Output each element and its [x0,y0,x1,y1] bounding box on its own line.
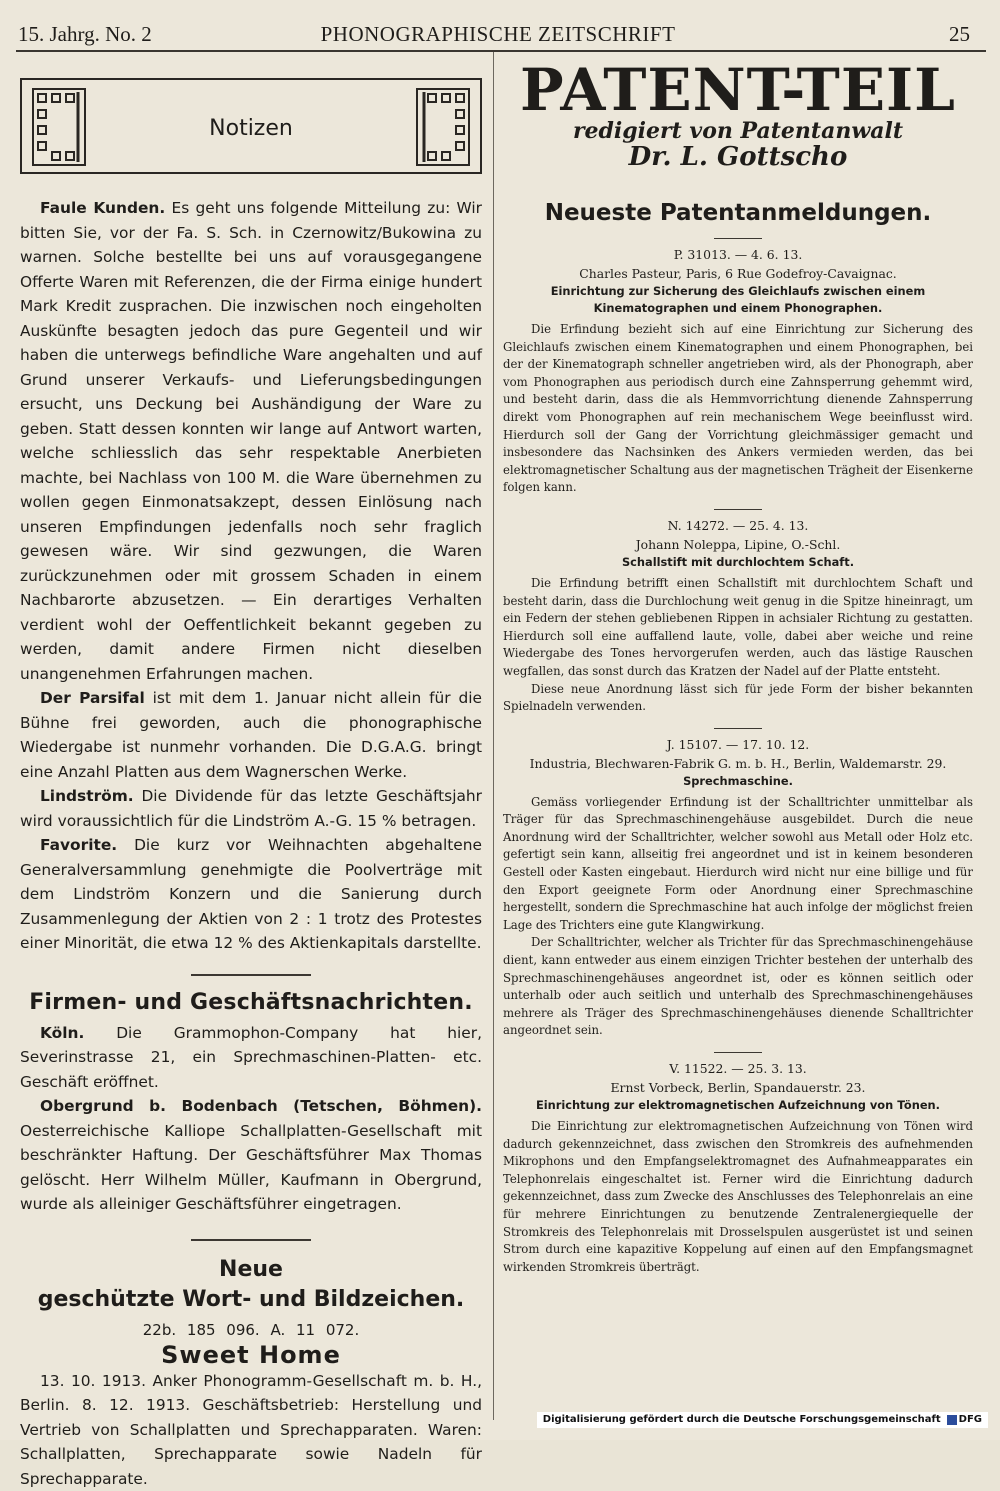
note-text: Es geht uns folgende Mitteilung zu: Wir bitten Sie, vor der Fa. S. Sch. in Czernowitz/Bukowina zu warnen. Solche bestellte bei uns auf vorausgegangene Offerte Waren mit Referenzen, die der Firma einige hundert Mark Kredit zusprachen. Die inzwischen noch eingeholten Auskünfte besagten jedoch das pure Gegenteil und wir haben die unterwegs befindliche Ware angehalten und auf Grund unserer Verkaufs- und Lieferungsbedingungen ersucht, uns Deckung bei Aushändigung der Ware zu geben. Statt dessen konnten wir lange auf Antwort warten, welche schliesslich das sehr respektable Anerbieten machte, bei Nachlass von 100 M. die Ware übernehmen zu wollen gegen Einmonatsakzept, dessen Einlösung nach unseren Empfindungen jedenfalls noch sehr fraglich gewesen wäre. Wir sind gezwungen, die Waren zurückzunehmen oder mit grossem Schaden in einem Nachbarorte abzusetzen. — Ein derartiges Verhalten verdient wohl der Oeffentlichkeit bekannt gegeben zu werden, damit andere Firmen nicht dieselben unangenehmen Erfahrungen machen. [20,199,482,683]
patent-applicant: Charles Pasteur, Paris, 6 Rue Godefroy-Cavaignac. [503,264,973,283]
patent-number: N. 14272. — 25. 4. 13. [503,516,973,535]
trademark-text: 13. 10. 1913. Anker Phonogramm-Gesellschaft m. b. H., Berlin. 8. 12. 1913. Geschäftsbetrieb: Herstellung und Vertrieb von Schallplatten und Sprechapparaten. Waren: Schallplatten, Sprechapparate sowie Nadeln für Sprechapparate. [20,1369,482,1491]
note-lead: Faule Kunden. [40,199,165,217]
patent-entry [503,735,973,1040]
funding-text: Digitalisierung gefördert durch die Deutsche Forschungsgemeinschaft [543,1412,941,1428]
trademark-heading-2: geschützte Wort- und Bildzeichen. [20,1285,482,1315]
entry-rule [714,728,762,729]
note-text: Die kurz vor Weihnachten abgehaltene Generalversammlung genehmigte die Poolverträge mit dem Lindström Konzern und die Sanierung durch Zusammenlegung der Aktien von 2 : 1 trotz des Protestes einer Minorität, die etwa 12 % des Aktienkapitals darstellte. [20,836,482,952]
right-column [503,60,973,1276]
note-lead: Lindström. [40,787,134,805]
dfg-logo [947,1412,982,1428]
trademark-name: Sweet Home [20,1341,482,1369]
masthead-title: PATENT-TEIL [503,60,973,120]
issue-label: 15. Jahrg. No. 2 [18,22,152,47]
notizen-title: Notizen [22,116,480,141]
notizen-box [20,78,482,174]
firmen-paragraph [20,1021,482,1095]
patent-applicant: Johann Noleppa, Lipine, O.-Schl. [503,535,973,554]
trademark-number: 22b. 185 096. A. 11 072. [20,1321,482,1339]
patent-body: Die Einrichtung zur elektromagnetischen Aufzeichnung von Tönen wird dadurch gekennzeichnet, dass zwischen den Stromkreis des aufnehmenden Mikrophons und den Empfangselektromagnet des Aufnahmeapparates ein Telephonrelais eingeschaltet ist. Ferner wird die Einrichtung dadurch gekennzeichnet, dass zum Zwecke des Anschlusses des Telephonrelais an eine für mehrere Einrichtungen zu benutzende Zentralenergiequelle der Stromkreis des Telephonrelais mit Drosselspulen ausgerüstet ist und seinen Strom durch eine kapazitive Koppelung auf einen auf den Empfangsmagnet wirkenden Stromkreis überträgt. [503,1118,973,1276]
firmen-text: Oesterreichische Kalliope Schallplatten-Gesellschaft mit beschränkter Haftung. Der Geschäftsführer Max Thomas gelöscht. Herr Wilhelm Müller, Kaufmann in Obergrund, wurde als alleiniger Geschäftsführer eingetragen. [20,1122,482,1214]
section-divider [191,974,311,976]
patent-number: J. 15107. — 17. 10. 12. [503,735,973,754]
section-divider [191,1239,311,1241]
patent-body: Gemäss vorliegender Erfindung ist der Schalltrichter unmittelbar als Träger für das Sprechmaschinengehäuse ausgebildet. Durch die neue Anordnung wird der Schalltrichter, welcher sowohl aus Metall oder Holz etc. gefertigt sein kann, allseitig frei angeordnet und ist in keinem besonderen Gestell oder Kasten eingebaut. Hierdurch wird nicht nur eine billige und für den Export geeignete Form oder Anordnung einer Sprechmaschine hergestellt, sondern die Sprechmaschine hat auch infolge der möglichst freien Lage des Trichters eine gute Klangwirkung. [503,794,973,935]
note-paragraph [20,196,482,686]
ornament-right-icon [416,88,470,166]
patent-title: Einrichtung zur Sicherung des Gleichlaufs zwischen einem Kinematographen und einem Phonographen. [503,283,973,317]
entry-rule [714,1052,762,1053]
dfg-logo-text: DFG [959,1412,982,1428]
note-paragraph [20,784,482,833]
patent-number: V. 11522. — 25. 3. 13. [503,1059,973,1078]
patent-applicant: Ernst Vorbeck, Berlin, Spandauerstr. 23. [503,1078,973,1097]
patent-number: P. 31013. — 4. 6. 13. [503,245,973,264]
page-number: 25 [949,22,970,47]
patent-title: Schallstift mit durchlochtem Schaft. [503,554,973,571]
note-paragraph [20,686,482,784]
column-divider [493,52,494,1420]
patent-entry [503,516,973,716]
firmen-heading: Firmen- und Geschäftsnachrichten. [20,990,482,1015]
dfg-logo-icon [947,1415,957,1425]
patent-entry [503,245,973,497]
patent-body: Die Erfindung bezieht sich auf eine Einrichtung zur Sicherung des Gleichlaufs zwischen einem Kinematographen und einem Phonographen, bei der der Kinematograph schneller angetrieben wird, als der Phonograph, aber vom Phonographen aus periodisch durch eine Zahnsperrung gehemmt wird, und besteht darin, dass die als Hemmvorrichtung dienende Zahnsperrung direkt vom Phonographen auf rein mechanischem Wege beeinflusst wird. Hierdurch soll der Gang der Vorrichtung gleichmässiger gemacht und insbesondere das Nachsinken des Ankers vermieden werden, das bei elektromagnetischer Schaltung aus der magnetischen Trägheit der Eisenkerne folgen kann. [503,321,973,497]
note-paragraph [20,833,482,956]
patent-applicant: Industria, Blechwaren-Fabrik G. m. b. H., Berlin, Waldemarstr. 29. [503,754,973,773]
funding-footer [537,1412,988,1428]
note-lead: Der Parsifal [40,689,145,707]
patent-masthead [503,60,973,180]
masthead-editor-line: redigiert von Patentanwalt [503,118,973,144]
note-text: ist mit dem 1. Januar nicht allein für die Bühne frei geworden, auch die phonographische Wiedergabe ist nunmehr vorhanden. Die D.G.A.G. bringt eine Anzahl Platten aus dem Wagnerschen Werke. [20,689,482,781]
note-lead: Favorite. [40,836,117,854]
patent-entry [503,1059,973,1276]
patent-body: Diese neue Anordnung lässt sich für jede Form der bisher bekannten Spielnadeln verwenden. [503,681,973,716]
entry-rule [714,509,762,510]
firmen-lead: Köln. [40,1024,84,1042]
note-text: Die Dividende für das letzte Geschäftsjahr wird voraussichtlich für die Lindström A.-G. 15 % betragen. [20,787,482,830]
firmen-lead: Obergrund b. Bodenbach (Tetschen, Böhmen). [40,1097,482,1115]
header-rule [16,50,986,52]
running-header [18,22,970,48]
firmen-text: Die Grammophon-Company hat hier, Severinstrasse 21, ein Sprechmaschinen-Platten- etc. Geschäft eröffnet. [20,1024,482,1091]
journal-title: PHONOGRAPHISCHE ZEITSCHRIFT [318,22,678,47]
patent-title: Einrichtung zur elektromagnetischen Aufzeichnung von Tönen. [503,1097,973,1114]
trademark-heading-1: Neue [20,1255,482,1285]
left-column [20,78,482,1491]
patent-title: Sprechmaschine. [503,773,973,790]
entry-rule [714,238,762,239]
masthead-editor-name: Dr. L. Gottscho [503,142,973,172]
firmen-paragraph [20,1094,482,1217]
patent-body: Die Erfindung betrifft einen Schallstift mit durchlochtem Schaft und besteht darin, dass die Durchlochung weit genug in die Spitze hineinragt, um ein Federn der stehen gebliebenen Rippen in achsialer Richtung zu gestatten. Hierdurch soll eine auffallend laute, volle, dabei aber weiche und reine Wiedergabe des Tones hervorgerufen werden, auch das lästige Rauschen wegfallen, das sonst durch das Kratzen der Nadel auf der Platte entsteht. [503,575,973,681]
patent-section-heading: Neueste Patentanmeldungen. [503,200,973,226]
notes-section [20,196,482,956]
patent-body: Der Schalltrichter, welcher als Trichter für das Sprechmaschinengehäuse dient, kann entweder aus einem einzigen Trichter bestehen der unterhalb des Sprechmaschinengehäuses angeordnet ist, oder es können seitlich oder unterhalb oder auch seitlich und unterhalb des Sprechmaschinengehäuses mehrere als Träger des Sprechmaschinengehäuses dienende Schalltrichter angeordnet sein. [503,934,973,1040]
